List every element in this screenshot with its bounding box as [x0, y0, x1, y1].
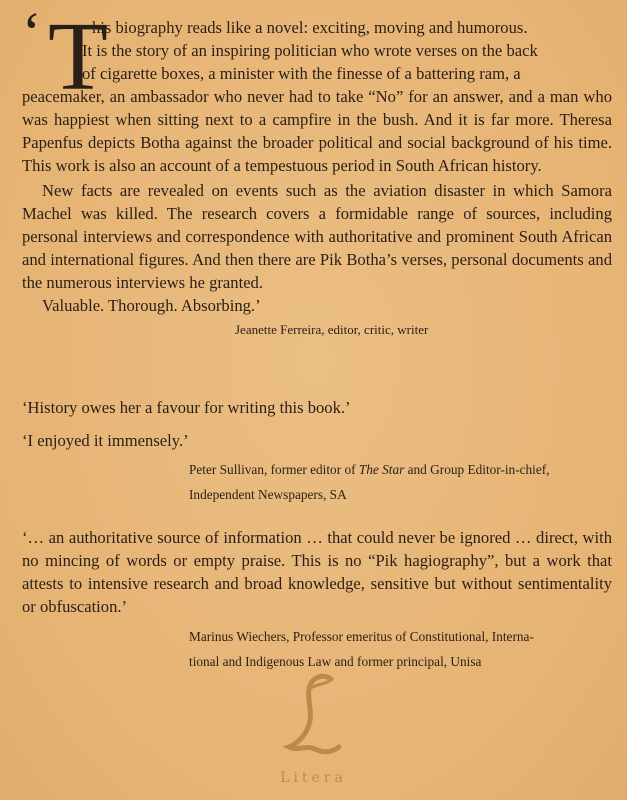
newspaper-title: The Star [358, 462, 405, 477]
attribution [22, 457, 612, 507]
attribution-text: Peter Sullivan, former editor of [189, 462, 359, 477]
attribution-text: and Group Editor-in-chief, [404, 462, 550, 477]
review-wiechers [22, 526, 612, 674]
attribution: Jeanette Ferreira, editor, critic, writer [235, 322, 429, 337]
attribution-text: Independent Newspapers, SA [189, 487, 347, 502]
text-line: It is the story of an inspiring politician who wrote verses on the back [82, 41, 538, 60]
quote-paragraph: ‘… an authoritative source of information … that could never be ignored … direct, with no mincing of words or empty praise. This is no “Pik hagiography”, but a work that attests to intensive research and broad knowledge, sensitive but without sentimentality or obfuscation.’ [22, 528, 612, 616]
paragraph: New facts are revealed on events such as the aviation disaster in which Samora Machel was killed. The research covers a formidable range of sources, including personal interviews and correspondence with authoritative and prominent South African and international figures. And then there are Pik Botha’s verses, personal documents and the numerous interviews he granted. [22, 181, 612, 292]
paragraph: peacemaker, an ambassador who never had to take “No” for an answer, and a man who was happiest when sitting next to a campfire in the bush. And it is far more. Theresa Papenfus depicts Botha against the broader political and social background of his time. This work is also an account of a tempestuous period in South African history. [22, 87, 612, 175]
review-ferreira [22, 0, 612, 341]
publisher-logo-icon [283, 673, 345, 757]
publisher-name: Litera [280, 770, 347, 786]
text-line: of cigarette boxes, a minister with the finesse of a battering ram, a [82, 64, 521, 83]
closing-line: Valuable. Thorough. Absorbing.’ [42, 296, 261, 315]
attribution-text: Marinus Wiechers, Professor emeritus of Constitutional, Interna- [189, 629, 534, 644]
review-sullivan [22, 396, 612, 507]
drop-cap-letter: T [48, 3, 108, 111]
opening-quote-mark: ‘ [22, 0, 42, 65]
attribution [22, 624, 612, 674]
attribution-text: tional and Indigenous Law and former principal, Unisa [189, 654, 482, 669]
dropcap-paragraph [22, 0, 612, 111]
quote-line: ‘History owes her a favour for writing this book.’ [22, 398, 351, 417]
text-line: his biography reads like a novel: exciting, moving and humorous. [92, 18, 528, 37]
quote-line: ‘I enjoyed it immensely.’ [22, 431, 189, 450]
